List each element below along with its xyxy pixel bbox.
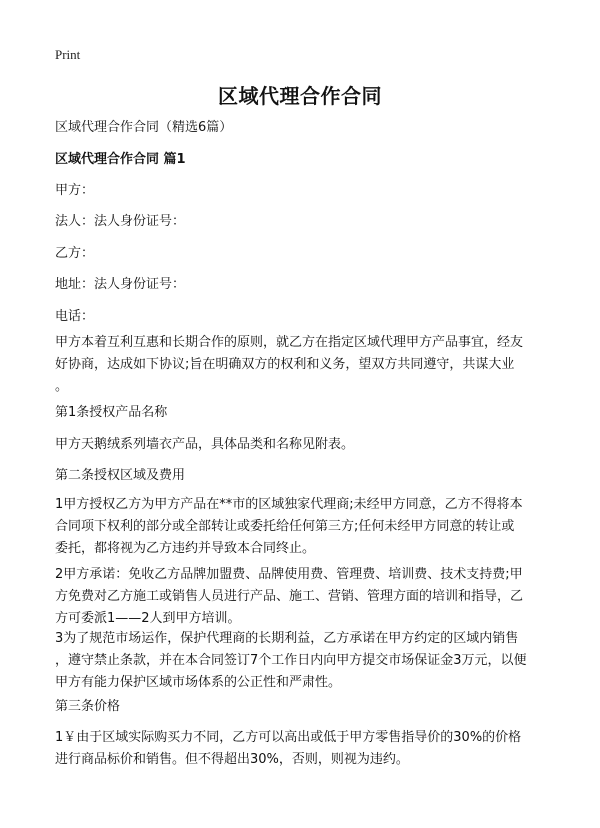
- article2-p3-line: 甲方有能力保护区域市场体系的公正性和严肃性。: [55, 675, 342, 690]
- article3-p1-line: 进行商品标价和销售。但不得超出30%，否则，则视为违约。: [55, 752, 409, 767]
- article2-p3-line: ，遵守禁止条款，并在本合同签订7个工作日内向甲方提交市场保证金3万元，以便: [55, 653, 527, 668]
- article2-p2-line: 方免费对乙方施工或销售人员进行产品、施工、营销、管理方面的培训和指导，乙: [55, 589, 524, 604]
- article3-p1-line: 1￥由于区域实际购买力不同，乙方可以高出或低于甲方零售指导价的30%的价格: [55, 730, 522, 745]
- article1-body: 甲方天鹅绒系列墙衣产品，具体品类和名称见附表。: [55, 437, 355, 452]
- intro-line: 。: [55, 379, 69, 394]
- party-b-field: 乙方：: [55, 246, 95, 261]
- article2-p1-line: 1甲方授权乙方为甲方产品在**市的区域独家代理商;未经甲方同意，乙方不得将本: [55, 497, 523, 512]
- article2-p1-line: 合同项下权利的部分或全部转让或委托给任何第三方;任何未经甲方同意的转让或: [55, 519, 515, 534]
- article3-title: 第三条价格: [55, 699, 121, 714]
- address-field: 地址：法人身份证号：: [55, 277, 186, 292]
- article3-paragraph-1: [55, 727, 555, 771]
- article2-paragraph-2: [55, 564, 555, 630]
- document-subtitle: 区域代理合作合同（精选6篇）: [55, 120, 233, 135]
- article2-p2-line: 方可委派1——2人到甲方培训。: [55, 611, 241, 626]
- article2-paragraph-3: [55, 628, 555, 694]
- section-heading: 区域代理合作合同 篇1: [55, 152, 186, 167]
- intro-line: 甲方本着互利互惠和长期合作的原则，就乙方在指定区域代理甲方产品事宜，经友: [55, 335, 524, 350]
- article2-p1-line: 委托，都将视为乙方违约并导致本合同终止。: [55, 541, 316, 556]
- article1-title: 第1条授权产品名称: [55, 405, 168, 420]
- article2-title: 第二条授权区域及费用: [55, 468, 186, 483]
- phone-field: 电话：: [55, 309, 95, 324]
- article2-p3-line: 3为了规范市场运作，保护代理商的长期利益，乙方承诺在甲方约定的区域内销售: [55, 631, 519, 646]
- party-a-field: 甲方：: [55, 183, 95, 198]
- document-title: 区域代理合作合同: [218, 84, 382, 108]
- article2-paragraph-1: [55, 494, 555, 560]
- print-link[interactable]: Print: [55, 47, 81, 62]
- intro-line: 好协商，达成如下协议;旨在明确双方的权利和义务，望双方共同遵守，共谋大业: [55, 357, 515, 372]
- legal-rep-field: 法人：法人身份证号：: [55, 214, 186, 229]
- article2-p2-line: 2甲方承诺：免收乙方品牌加盟费、品牌使用费、管理费、培训费、技术支持费;甲: [55, 567, 523, 582]
- intro-paragraph: [55, 332, 555, 398]
